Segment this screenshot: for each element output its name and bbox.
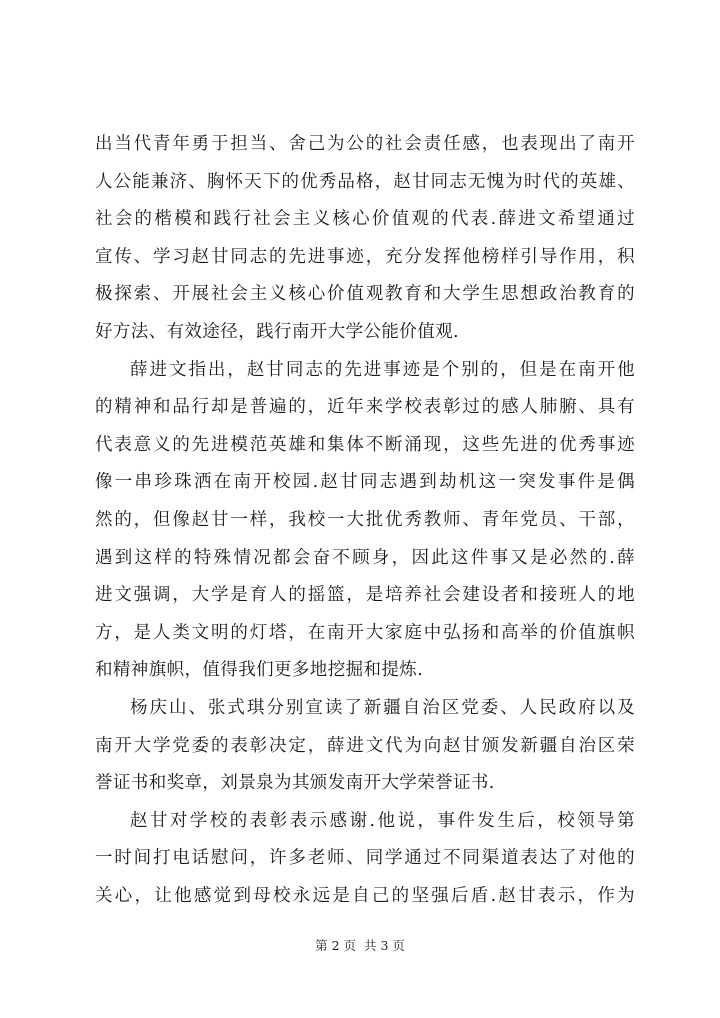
document-body bbox=[95, 126, 635, 915]
page-footer bbox=[0, 936, 720, 954]
paragraph-line: 好方法、有效途径，践行南开大学公能价值观. bbox=[95, 321, 459, 342]
paragraph bbox=[95, 126, 635, 352]
paragraph-line: 像一串珍珠洒在南开校园.赵甘同志遇到劫机这一突发事件是偶 bbox=[95, 472, 635, 493]
paragraph-line: 南开大学党委的表彰决定，薛进文代为向赵甘颁发新疆自治区荣 bbox=[95, 735, 635, 756]
paragraph-line: 社会的楷模和践行社会主义核心价值观的代表.薛进文希望通过 bbox=[95, 209, 635, 230]
paragraph-line: 人公能兼济、胸怀天下的优秀品格，赵甘同志无愧为时代的英雄、 bbox=[95, 171, 635, 192]
paragraph bbox=[95, 352, 635, 690]
paragraph-line: 的精神和品行却是普遍的，近年来学校表彰过的感人肺腑、具有 bbox=[95, 397, 635, 418]
paragraph-line: 遇到这样的特殊情况都会奋不顾身，因此这件事又是必然的.薛 bbox=[95, 547, 635, 568]
page-number: 第 2 页 bbox=[315, 938, 356, 953]
paragraph-line: 誉证书和奖章，刘景泉为其颁发南开大学荣誉证书. bbox=[95, 773, 495, 794]
paragraph-line: 宣传、学习赵甘同志的先进事迹，充分发挥他榜样引导作用，积 bbox=[95, 246, 635, 267]
paragraph-line: 代表意义的先进模范英雄和集体不断涌现，这些先进的优秀事迹 bbox=[95, 434, 635, 455]
paragraph-line: 和精神旗帜，值得我们更多地挖掘和提炼. bbox=[95, 660, 424, 681]
paragraph-line: 出当代青年勇于担当、舍己为公的社会责任感，也表现出了南开 bbox=[95, 134, 635, 154]
paragraph-line: 一时间打电话慰问，许多老师、同学通过不同渠道表达了对他的 bbox=[95, 848, 635, 869]
paragraph-line: 赵甘对学校的表彰表示感谢.他说，事件发生后，校领导第 bbox=[130, 810, 635, 831]
paragraph bbox=[95, 690, 635, 803]
paragraph-line: 薛进文指出，赵甘同志的先进事迹是个别的，但是在南开他 bbox=[130, 359, 635, 380]
paragraph-line: 杨庆山、张式琪分别宣读了新疆自治区党委、人民政府以及 bbox=[130, 697, 635, 718]
paragraph bbox=[95, 803, 635, 916]
paragraph-line: 极探索、开展社会主义核心价值观教育和大学生思想政治教育的 bbox=[95, 284, 635, 305]
paragraph-line: 然的，但像赵甘一样，我校一大批优秀教师、青年党员、干部， bbox=[95, 509, 635, 530]
paragraph-line: 关心，让他感觉到母校永远是自己的坚强后盾.赵甘表示，作为 bbox=[95, 885, 635, 906]
page-total: 共 3 页 bbox=[363, 938, 405, 953]
paragraph-line: 进文强调，大学是育人的摇篮，是培养社会建设者和接班人的地 bbox=[95, 585, 635, 606]
paragraph-line: 方，是人类文明的灯塔，在南开大家庭中弘扬和高举的价值旗帜 bbox=[95, 622, 635, 643]
